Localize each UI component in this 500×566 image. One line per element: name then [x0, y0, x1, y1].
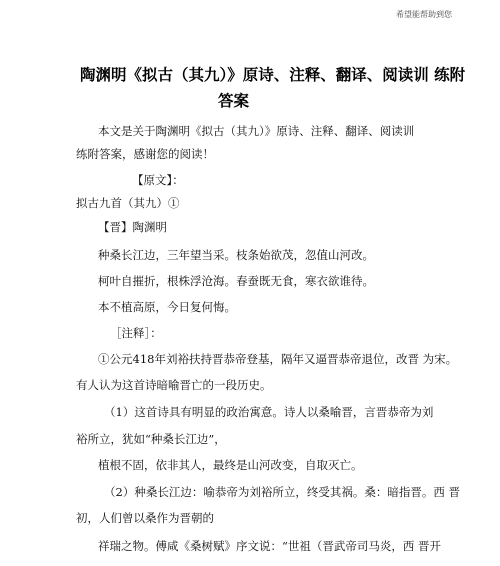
intro-line-1: 本文是关于陶渊明《拟古（其九）》原诗、注释、翻译、阅读训 — [98, 124, 415, 138]
poem-line: 本不植高原，今日复何悔。 — [98, 300, 236, 314]
note-line: 裕所立，犹如“种桑长江边”， — [76, 432, 226, 446]
document-title-line-2: 答案 — [218, 91, 250, 110]
note-line: 初，人们曾以桑作为晋朝的 — [76, 511, 214, 525]
note-line: （2）种桑长江边：喻恭帝为刘裕所立，终受其祸。桑：暗指晋。西 晋 — [104, 485, 460, 499]
document-title-line-1: 陶渊明《拟古（其九）》原诗、注释、翻译、阅读训 练附 — [80, 65, 466, 84]
poem-line: 柯叶自摧折，根株浮沧海。春蚕既无食，寒衣欲谁待。 — [98, 274, 374, 288]
intro-line-2: 练附答案，感谢您的阅读！ — [76, 147, 214, 161]
note-line: （1）这首诗具有明显的政治寓意。诗人以桑喻晋，言晋恭帝为刘 — [104, 405, 434, 419]
note-line: 有人认为这首诗暗喻晋亡的一段历史。 — [76, 378, 272, 392]
poem-line: 种桑长江边，三年望当采。枝条始欲茂，忽值山河改。 — [98, 248, 374, 262]
notes-heading: ［注释］： — [110, 326, 162, 340]
note-line: ①公元418年刘裕扶持晋恭帝登基，隔年又逼晋恭帝退位，改晋 为宋。 — [98, 352, 458, 366]
poem-title: 拟古九首（其九）① — [76, 196, 180, 210]
note-line: 植根不固，依非其人，最终是山河改变，自取灭亡。 — [98, 458, 363, 472]
original-heading: 【原文】： — [132, 173, 184, 187]
note-line: 祥瑞之物。傅咸《桑树赋》序文说：“世祖（晋武帝司马炎，西 晋开 — [98, 539, 442, 553]
page-header-note: 希望能帮助到您 — [396, 10, 452, 19]
poem-author: 【晋】陶渊明 — [98, 220, 167, 234]
